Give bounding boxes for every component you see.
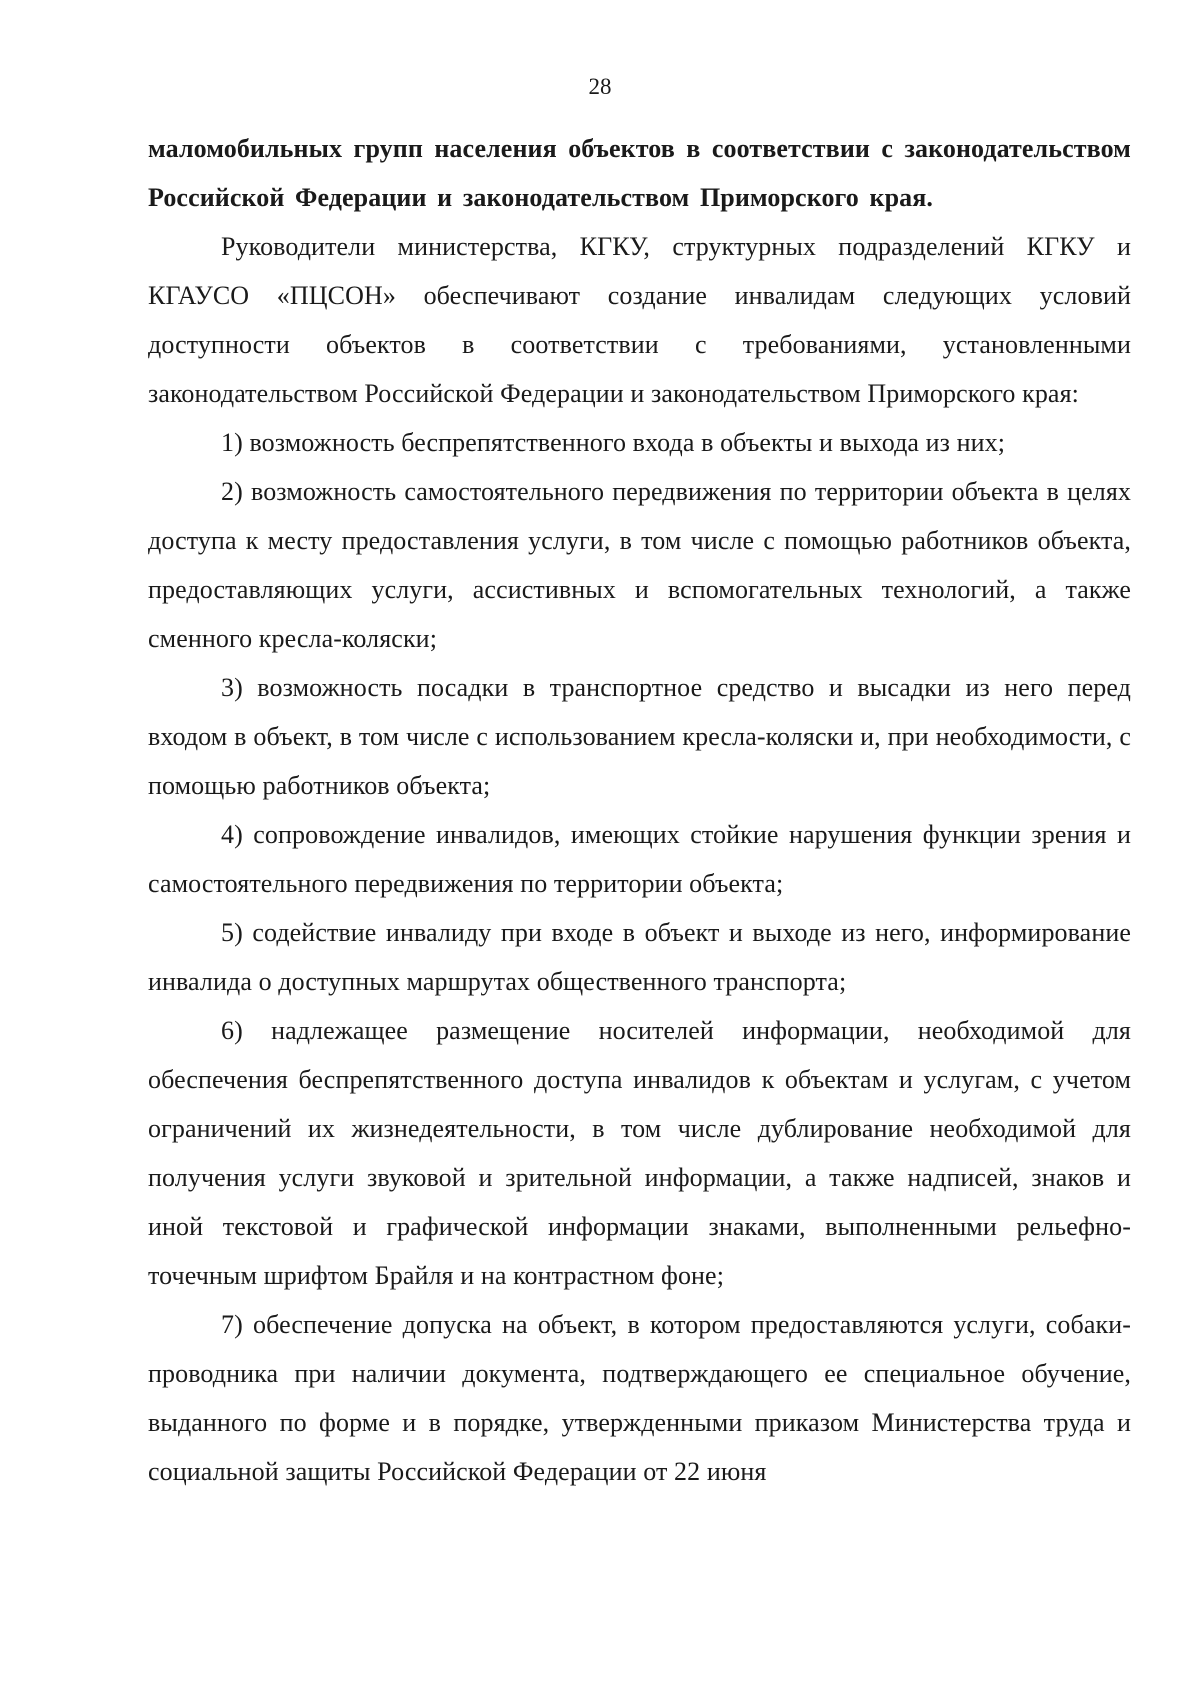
list-item-3: 3) возможность посадки в транспортное средство и высадки из него перед входом в объект, в том числе с использованием кресла-коляски и, при необходимости, с помощью работников объекта;: [148, 673, 1131, 800]
heading-continuation: маломобильных групп населения объектов в соответствии с законодательством Российской Федерации и законодательством Приморского края.: [148, 134, 1131, 212]
page-number: 28: [588, 74, 612, 99]
list-item-5: 5) содействие инвалиду при входе в объект и выходе из него, информирование инвалида о доступных маршрутах общественного транспорта;: [148, 918, 1131, 996]
list-item-4: 4) сопровождение инвалидов, имеющих стойкие нарушения функции зрения и самостоятельного передвижения по территории объекта;: [148, 820, 1131, 898]
list-item-2: 2) возможность самостоятельного передвижения по территории объекта в целях доступа к месту предоставления услуги, в том числе с помощью работников объекта, предоставляющих услуги, ассистивных и вспомогательных технологий, а также сменного кресла-коляски;: [148, 477, 1131, 653]
intro-paragraph: Руководители министерства, КГКУ, структурных подразделений КГКУ и КГАУСО «ПЦСОН» обеспечивают создание инвалидам следующих условий доступности объектов в соответствии с требованиями, установленными законодательством Российской Федерации и законодательством Приморского края:: [148, 232, 1131, 408]
list-item-1: 1) возможность беспрепятственного входа в объекты и выхода из них;: [221, 428, 1006, 457]
list-item-6: 6) надлежащее размещение носителей информации, необходимой для обеспечения беспрепятственного доступа инвалидов к объектам и услугам, с учетом ограничений их жизнедеятельности, в том числе дублирование необходимой для получения услуги звуковой и зрительной информации, а также надписей, знаков и иной текстовой и графической информации знаками, выполненными рельефно-точечным шрифтом Брайля и на контрастном фоне;: [148, 1016, 1131, 1290]
list-item-7: 7) обеспечение допуска на объект, в котором предоставляются услуги, собаки-проводника при наличии документа, подтверждающего ее специальное обучение, выданного по форме и в порядке, утвержденными приказом Министерства труда и социальной защиты Российской Федерации от 22 июня: [148, 1310, 1131, 1486]
document-body: [148, 124, 1131, 1496]
